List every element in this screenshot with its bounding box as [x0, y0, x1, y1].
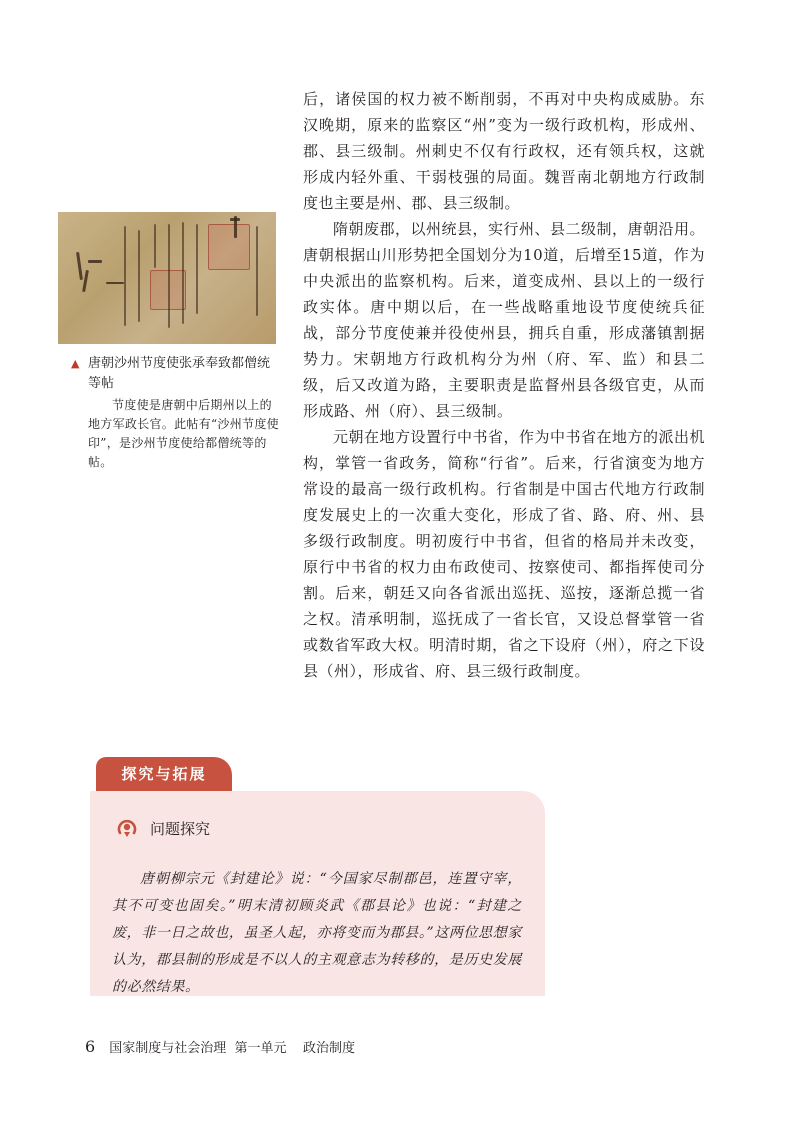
caption-title-text: 唐朝沙州节度使张承奉致都僧统等帖 — [88, 356, 271, 391]
figure-caption-title — [71, 354, 280, 394]
body-paragraph: 后，诸侯国的权力被不断削弱，不再对中央构成威胁。东汉晚期，原来的监察区“州”变为一级行政机构，形成州、郡、县三级制。州刺史不仅有行政权，还有领兵权，这就形成内轻外重、干弱枝强的局面。魏晋南北朝地方行政制度也主要是州、郡、县三级制。 — [303, 90, 705, 212]
question-inquiry-text: 唐朝柳宗元《封建论》说：“今国家尽制郡邑，连置守宰，其不可变也固矣。”明末清初顾炎武《郡县论》也说：“封建之废，非一日之故也，虽圣人起，亦将变而为郡县。”这两位思想家认为，郡县制的形成是不以人的主观意志为转移的，是历史发展的必然结果。 — [112, 871, 522, 995]
caption-triangle-icon: ▲ — [71, 357, 80, 370]
historical-letter-image — [58, 212, 276, 344]
page-footer — [85, 1037, 355, 1056]
page-number: 6 — [85, 1037, 96, 1056]
book-info: 国家制度与社会治理 第一单元 政治制度 — [109, 1041, 355, 1056]
question-inquiry-icon — [116, 818, 138, 840]
body-paragraph: 隋朝废郡，以州统县，实行州、县二级制，唐朝沿用。唐朝根据山川形势把全国划分为10道，后增至15道，作为中央派出的监察机构。后来，道变成州、县以上的一级行政实体。唐中期以后，在一些战略重地设节度使统兵征战，部分节度使兼并役使州县，拥兵自重，形成藩镇割据势力。宋朝地方行政机构分为州（府、军、监）和县二级，后又改道为路，主要职责是监督州县各级官吏，从而形成路、州（府）、县三级制。 — [303, 220, 706, 420]
question-inquiry-title: 问题探究 — [150, 820, 211, 838]
main-body-text — [303, 86, 705, 684]
body-paragraph: 元朝在地方设置行中书省，作为中书省在地方的派出机构，掌管一省政务，简称“行省”。后来，行省演变为地方常设的最高一级行政机构。行省制是中国古代地方行政制度发展史上的一次重大变化，形成了省、路、府、州、县多级行政制度。明初废行中书省，但省的格局并未改变，原行中书省的权力由布政使司、按察使司、都指挥使司分割。后来，朝廷又向各省派出巡抚、巡按，逐渐总揽一省之权。清承明制，巡抚成了一省长官，又设总督掌管一省或数省军政大权。明清时期，省之下设府（州），府之下设县（州），形成省、府、县三级行政制度。 — [303, 428, 706, 680]
figure-caption-note: 节度使是唐朝中后期州以上的地方军政长官。此帖有“沙州节度使印”，是沙州节度使给都僧统等的帖。 — [88, 398, 279, 469]
explore-section-tab: 探究与拓展 — [96, 757, 232, 791]
